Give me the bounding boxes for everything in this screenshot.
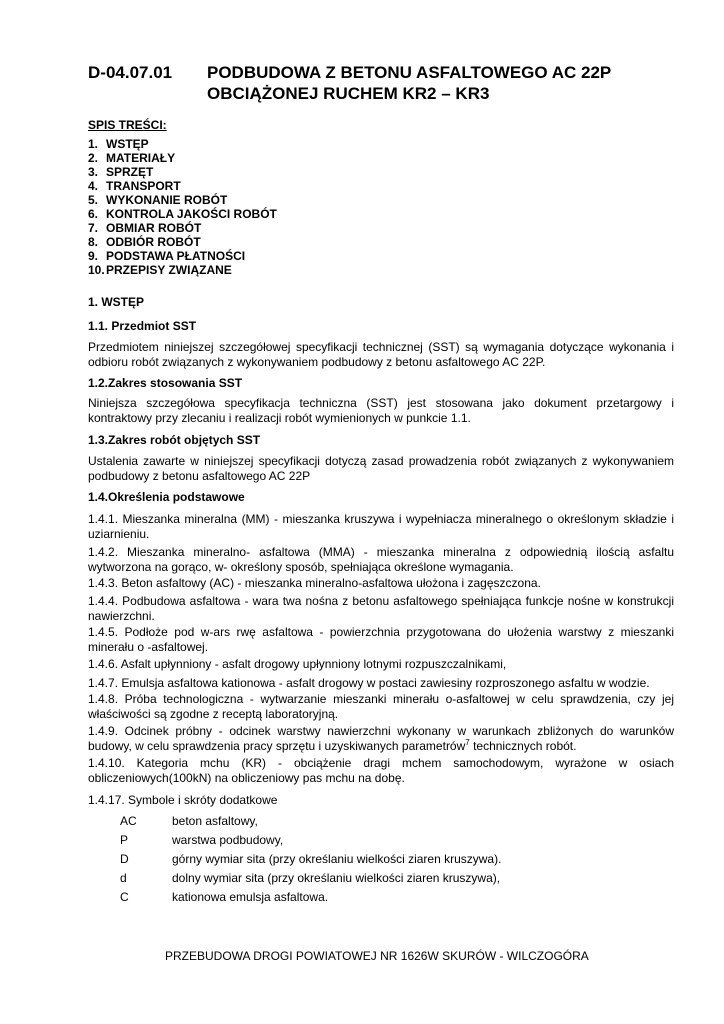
definition-1-4-5: 1.4.5. Podłoże pod w-ars rwę asfaltowa - powierzchnia przygotowana do ułożenia warstwy z mieszanki minerału o -asfaltowej. <box>88 625 674 654</box>
toc-item: 7. OBMIAR ROBÓT <box>88 221 202 235</box>
table-of-contents <box>88 137 277 277</box>
toc-item: 6. KONTROLA JAKOŚCI ROBÓT <box>88 207 277 221</box>
definition-1-4-9: 1.4.9. Odcinek próbny - odcinek warstwy nawierzchni wykonany w warunkach zbliżonych do warunków budowy, w celu sprawdzenia pracy sprzętu i uzyskiwanych parametrów$^7$ technicznych robót. <box>88 724 674 753</box>
footnote-marker: 7 <box>465 738 470 747</box>
definition-1-4-6: 1.4.6. Asfalt upłynniony - asfalt drogowy upłynniony lotnymi rozpuszczalnikami, <box>88 657 507 671</box>
toc-item: 8. ODBIÓR ROBÓT <box>88 235 201 249</box>
toc-title: SPIS TREŚCI: <box>88 118 167 132</box>
definition-1-4-8: 1.4.8. Próba technologiczna - wytwarzanie mieszanki minerału o-asfaltowej w celu sprawdzenia, czy jej właściwości są zgodne z receptą laboratoryjną. <box>88 692 674 721</box>
spec-code: D-04.07.01 <box>88 63 173 82</box>
definition-1-4-2: 1.4.2. Mieszanka mineralno- asfaltowa (MMA) - mieszanka mineralna z odpowiednią ilością asfaltu wytworzona na gorąco, w- określony sposób, spełniająca określone wymagania. <box>88 545 674 574</box>
spec-title-line1: PODBUDOWA Z BETONU ASFALTOWEGO AC 22P <box>207 63 612 82</box>
paragraph-1-3: Ustalenia zawarte w niniejszej specyfikacji dotyczą zasad prowadzenia robót związanych z wykonywaniem podbudowy z betonu asfaltowego AC 22P <box>88 454 674 483</box>
definition-1-4-4: 1.4.4. Podbudowa asfaltowa - wara twa nośna z betonu asfaltowego spełniająca funkcje nośne w konstrukcji nawierzchni. <box>88 594 674 623</box>
section-heading-1-1: 1.1. Przedmiot SST <box>88 319 197 333</box>
definition-1-4-1: 1.4.1. Mieszanka mineralna (MM) - mieszanka kruszywa i wypełniacza mineralnego o określonym składzie i uziarnieniu. <box>88 512 674 541</box>
section-heading-1-2: 1.2.Zakres stosowania SST <box>88 376 243 390</box>
toc-item: 5. WYKONANIE ROBÓT <box>88 193 228 207</box>
section-heading-1: 1. WSTĘP <box>88 295 145 309</box>
toc-item: 2. MATERIAŁY <box>88 151 176 165</box>
paragraph-1-2: Niniejsza szczegółowa specyfikacja techniczna (SST) jest stosowana jako dokument przetargowy i kontraktowy przy zlecaniu i realizacji robót wymienionych w punkcie 1.1. <box>88 396 674 425</box>
toc-item: 9. PODSTAWA PŁATNOŚCI <box>88 249 246 263</box>
definition-1-4-3: 1.4.3. Beton asfaltowy (AC) - mieszanka mineralno-asfaltowa ułożona i zagęszczona. <box>88 576 541 590</box>
definition-1-4-10: 1.4.10. Kategoria mchu (KR) - obciążenie dragi mchem samochodowym, wyrażone w osiach obliczeniowych(100kN) na obliczeniowy pas mchu na dobę. <box>88 756 674 785</box>
toc-item: 3. SPRZĘT <box>88 165 154 179</box>
toc-item: 4. TRANSPORT <box>88 179 181 193</box>
section-heading-1-3: 1.3.Zakres robót objętych SST <box>88 433 261 447</box>
paragraph-1-1: Przedmiotem niniejszej szczegółowej specyfikacji technicznej (SST) są wymagania dotyczące wykonania i odbioru robót związanych z wykonywaniem podbudowy z betonu asfaltowego AC 22P. <box>88 340 674 369</box>
toc-item: 1. WSTĘP <box>88 137 149 151</box>
page-footer: PRZEBUDOWA DROGI POWIATOWEJ NR 1626W SKURÓW - WILCZOGÓRA <box>165 949 589 963</box>
document-page: D-04.07.01 PODBUDOWA Z BETONU ASFALTOWEGO AC 22P OBCIĄŻONEJ RUCHEM KR2 – KR3 SPIS TREŚCI: 1. WSTĘP 2. MATERIAŁY 3. SPRZĘT 4. TRANSPORT 5. WYKONANIE ROBÓT 6. KONTROLA JAKOŚCI ROBÓT 7. OBMIAR ROBÓT 8. ODBIÓR ROBÓT 9. PODSTAWA PŁATNOŚCI 10. PRZEPISY ZWIĄZANE 1. WSTĘP 1.1. Przedmiot SST Przedmiotem niniejszej szczegółowej specyfikacji technicznej (SST) są wymagania dotyczące wykonania i odbioru robót związanych z wykonywaniem podbudowy z betonu asfaltowego AC 22P. 1.2.Zakres stosowania SST Niniejsza szczegółowa specyfikacja techniczna (SST) jest stosowana jako dokument przetargowy i kontraktowy przy zlecaniu i realizacji robót wymienionych w punkcie 1.1. 1.3.Zakres robót objętych SST Ustalenia zawarte w niniejszej specyfikacji dotyczą zasad prowadzenia robót związanych z wykonywaniem podbudowy z betonu asfaltowego AC 22P 1.4.Określenia podstawowe 1.4.1. Mieszanka mineralna (MM) - mieszanka kruszywa i wypełniacza mineralnego o określonym składzie i uziarnieniu. 1.4.2. Mieszanka mineralno- asfaltowa (MMA) - mieszanka mineralna z odpowiednią ilością asfaltu wytworzona na gorąco, w- określony sposób, spełniająca określone wymagania. 1.4.3. Beton asfaltowy (AC) - mieszanka mineralno-asfaltowa ułożona i zagęszczona. 1.4.4. Podbudowa asfaltowa - wara twa nośna z betonu asfaltowego spełniająca funkcje nośne w konstrukcji nawierzchni. 1.4.5. Podłoże pod w-ars rwę asfaltowa - powierzchnia przygotowana do ułożenia warstwy z mieszanki minerału o -asfaltowej. 1.4.6. Asfalt upłynniony - asfalt drogowy upłynniony lotnymi rozpuszczalnikami, 1.4.7. Emulsja asfaltowa kationowa - asfalt drogowy w postaci zawiesiny rozproszonego asfaltu w wodzie. 1.4.8. Próba technologiczna - wytwarzanie mieszanki minerału o-asfaltowej w celu sprawdzenia, czy jej właściwości są zgodne z receptą laboratoryjną. 1.4.9. Odcinek próbny - odcinek warstwy nawierzchni wykonany w warunkach zbliżonych do warunków budowy, w celu sprawdzenia pracy sprzętu i uzyskiwanych parametrów$^7$ technicznych robót. 1.4.10. Kategoria mchu (KR) - obciążenie dragi mchem samochodowym, wyrażone w osiach obliczeniowych(100kN) na obliczeniowy pas mchu na dobę. 1.4.17. Symbole i skróty dodatkowe AC beton asfaltowy, P warstwa podbudowy, D górny wymiar sita (przy określaniu wielkości ziaren kruszywa). d dolny wymiar sita (przy określaniu wielkości ziaren kruszywa), C kationowa emulsja asfaltowa. PRZEBUDOWA DROGI POWIATOWEJ NR 1626W SKURÓW - WILCZOGÓRA <box>88 63 674 963</box>
toc-item: 10. PRZEPISY ZWIĄZANE <box>88 263 232 277</box>
definition-1-4-7: 1.4.7. Emulsja asfaltowa kationowa - asfalt drogowy w postaci zawiesiny rozproszonego asfaltu w wodzie. <box>88 676 650 690</box>
spec-title-line2: OBCIĄŻONEJ RUCHEM KR2 – KR3 <box>207 84 490 103</box>
definition-1-4-17: 1.4.17. Symbole i skróty dodatkowe <box>88 793 278 807</box>
section-heading-1-4: 1.4.Określenia podstawowe <box>88 490 245 504</box>
